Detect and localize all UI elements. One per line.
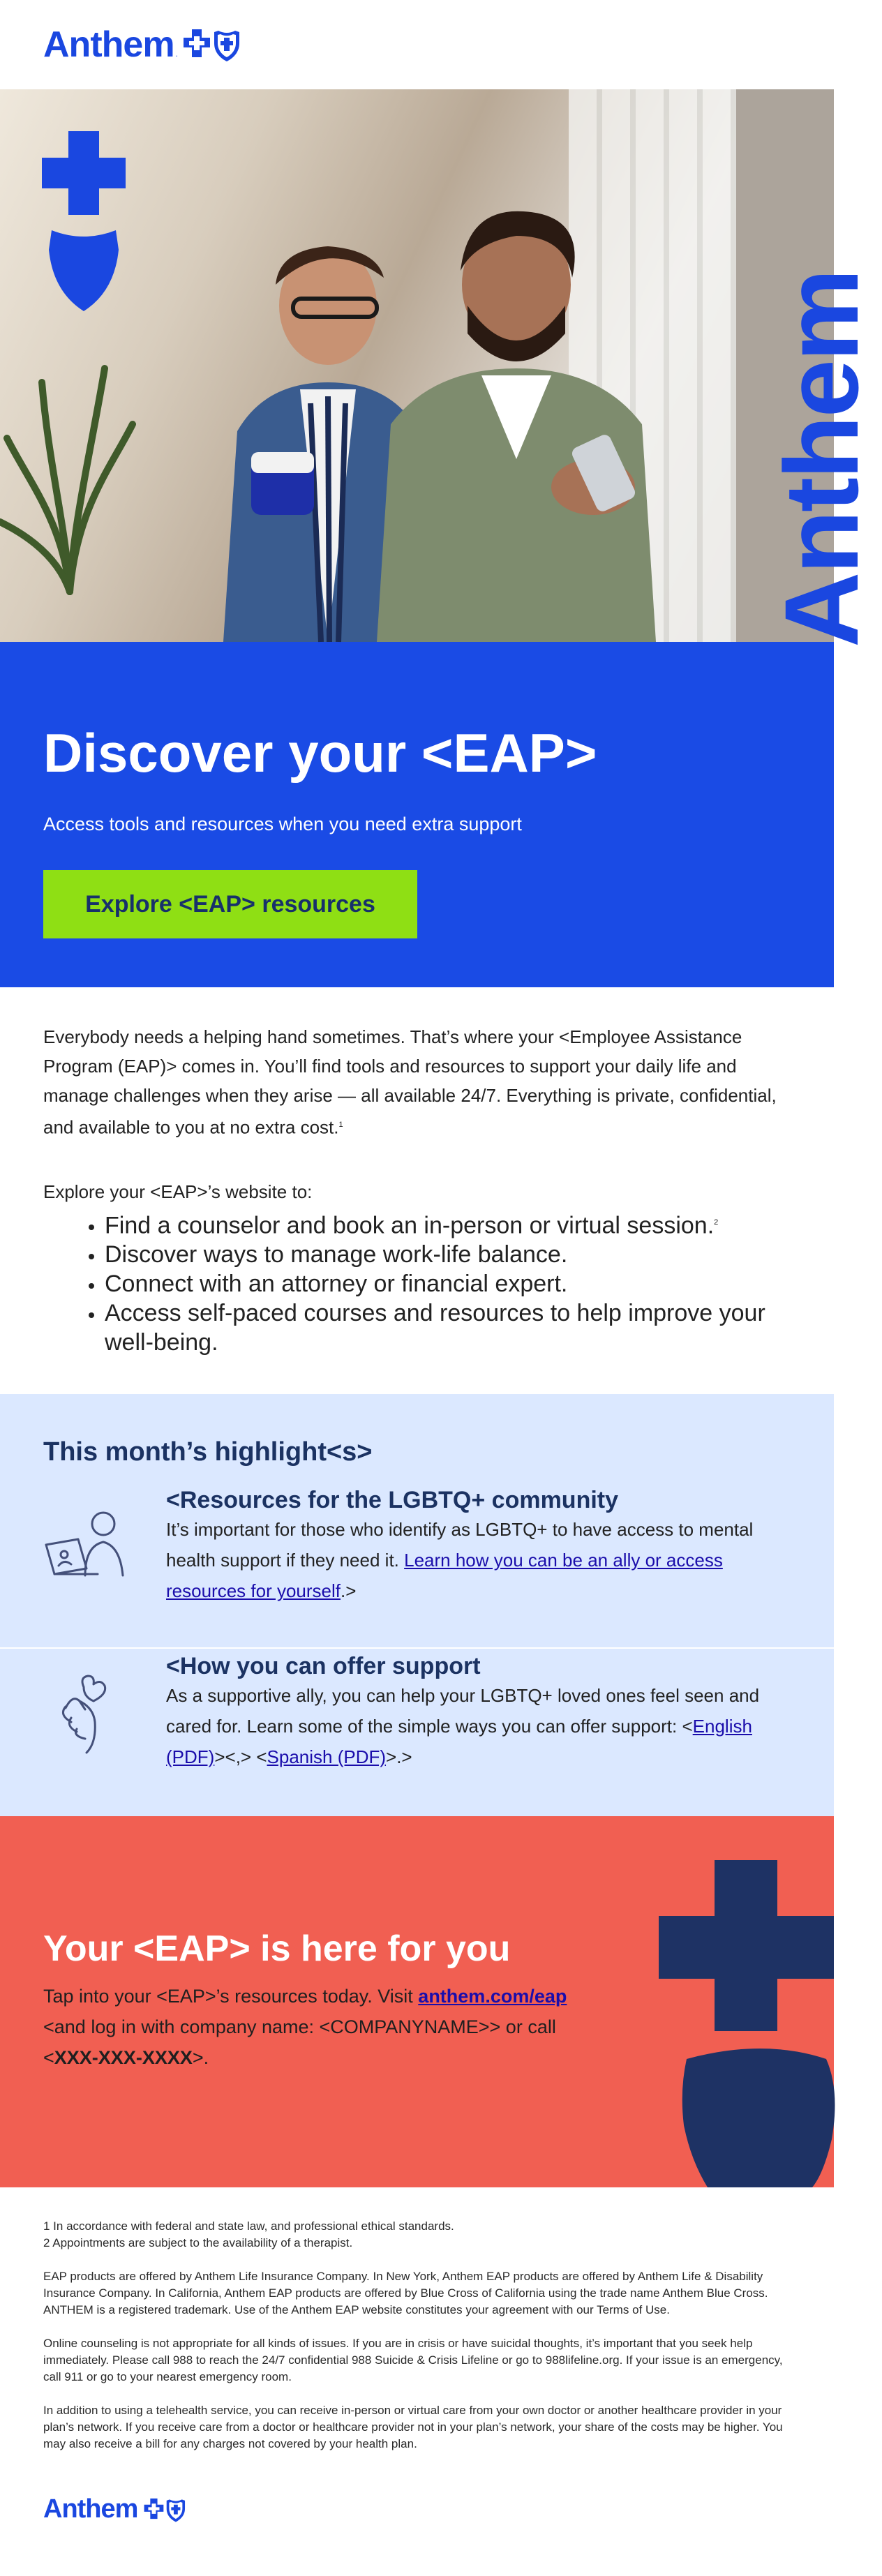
crisis-notice: Online counseling is not appropriate for all kinds of issues. If you are in crisis or have suicidal thoughts, it’s important that you seek help immediately. Please call 988 to reach the 24/7 confidential 988 Suicide & Crisis Lifeline or go to 988lifeline.org. If your issue is an emergency, call 911 or go to your nearest emergency room. <box>43 2337 783 2383</box>
eap-here-text: Tap into your <EAP>’s resources today. Visit anthem.com/eap <and log in with company name: <COMPANYNAME>> or call <XXX-XXX-XXXX>. <box>43 1986 567 2068</box>
highlights-section <box>0 1394 834 1816</box>
intro-section <box>0 987 834 1394</box>
blue-cross-blue-shield-icon <box>182 27 245 63</box>
phone-number[interactable]: XXX-XXX-XXXX <box>54 2047 193 2068</box>
intro-paragraph <box>43 1022 791 1142</box>
discover-title: Discover your <EAP> <box>43 722 597 784</box>
email-header <box>0 0 834 89</box>
person-right-illustration <box>363 194 670 642</box>
blue-cross-blue-shield-icon <box>143 2496 189 2523</box>
hand-holding-heart-icon <box>52 1666 121 1757</box>
footnotes <box>43 2218 791 2252</box>
discover-section <box>0 642 834 987</box>
eap-here-title: Your <EAP> is here for you <box>43 1929 511 1969</box>
eap-here-section <box>0 1816 834 2187</box>
logo-wordmark: Anthem <box>43 24 174 65</box>
footnote-ref-1: 1 <box>338 1121 343 1129</box>
logo-trademark-dot: . <box>175 49 178 59</box>
list-item: • Access self-paced courses and resources to help improve your well-being. <box>105 1298 791 1357</box>
legal-disclaimer: EAP products are offered by Anthem Life Insurance Company. In New York, Anthem EAP products are offered by Anthem Life & Disability Insurance Company. In California, Anthem EAP products are offered by Blue Cross of California using the trade name Anthem Blue Cross. ANTHEM is a registered trademark. Use of the Anthem EAP website constitutes your agreement with our Terms of Use. <box>43 2270 768 2316</box>
explore-eap-button[interactable]: Explore <EAP> resources <box>43 870 417 938</box>
highlight-item-lgbtq-resources <box>166 1486 794 1606</box>
laptop-person-icon <box>42 1506 133 1582</box>
discover-subtitle: Access tools and resources when you need extra support <box>43 814 522 834</box>
anthem-eap-link[interactable]: anthem.com/eap <box>418 1986 567 2007</box>
footer-logo-wordmark: Anthem <box>43 2494 138 2524</box>
highlight-text: It’s important for those who identify as LGBTQ+ to have access to mental health support if they need it. Learn how you can be an ally or access resources for yourself.> <box>166 1519 754 1601</box>
cross-shield-icon <box>659 1860 834 2187</box>
highlight-item-offer-support <box>166 1652 794 1772</box>
list-item: • Find a counselor and book an in-person or virtual session.$^2$ <box>105 1208 791 1240</box>
spanish-pdf-link[interactable]: Spanish (PDF) <box>267 1746 387 1767</box>
footer <box>0 2187 834 2576</box>
intro-lead: Explore your <EAP>’s website to: <box>43 1181 313 1202</box>
footnote-1: 1 In accordance with federal and state law, and professional ethical standards. <box>43 2219 454 2233</box>
plant-illustration <box>0 299 140 592</box>
hero-cross-shield-icon <box>42 131 126 313</box>
list-item: • Connect with an attorney or financial expert. <box>105 1269 791 1298</box>
hero-vertical-wordmark-text: Anthem <box>763 270 880 647</box>
ally-resources-link[interactable]: Learn how you can be an ally or access resources for yourself <box>166 1550 723 1601</box>
hero-image <box>0 89 880 647</box>
footnote-2: 2 Appointments are subject to the availability of a therapist. <box>43 2236 353 2249</box>
highlights-title: This month’s highlight<s> <box>43 1437 373 1467</box>
intro-paragraph-text: Everybody needs a helping hand sometimes. That’s where your <Employee Assistance Program (EAP)> comes in. You’ll find tools and resources to support your daily life and manage challenges when they arise — all available 24/7. Everything is private, confidential, and available to you at no extra cost. <box>43 1026 777 1138</box>
list-item: • Discover ways to manage work-life balance. <box>105 1240 791 1269</box>
feature-list <box>43 1208 791 1357</box>
highlight-text: As a supportive ally, you can help your LGBTQ+ loved ones feel seen and cared for. Learn some of the simple ways you can offer support: <English (PDF)><,> <Spanish (PDF)>.> <box>166 1685 760 1767</box>
footer-anthem-logo[interactable] <box>43 2494 189 2524</box>
telehealth-notice: In addition to using a telehealth service, you can receive in-person or virtual care from your own doctor or another healthcare provider in your plan’s network. If you receive care from a doctor or healthcare provider not in your plan’s network, your share of the costs may be higher. You may also receive a bill for any charges not covered by your health plan. <box>43 2404 783 2450</box>
hero-vertical-wordmark <box>740 270 880 647</box>
anthem-logo[interactable] <box>43 24 245 66</box>
english-pdf-link[interactable]: English (PDF) <box>166 1716 752 1767</box>
highlight-divider <box>0 1647 834 1649</box>
highlight-title: <Resources for the LGBTQ+ community <box>166 1487 619 1513</box>
footnote-ref-2: 2 <box>714 1218 719 1227</box>
highlight-title: <How you can offer support <box>166 1653 481 1679</box>
